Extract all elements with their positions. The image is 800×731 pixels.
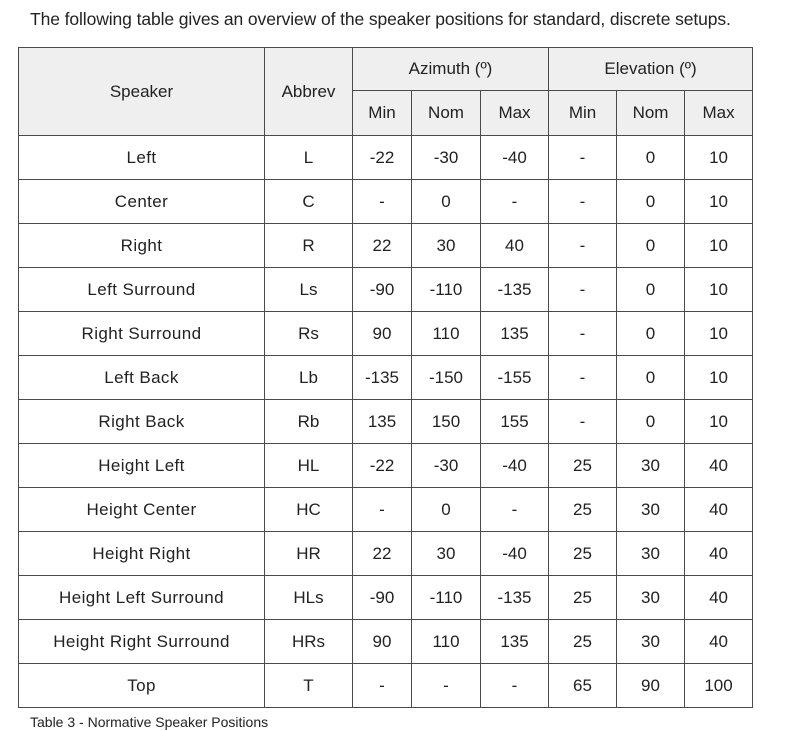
cell-elevation-max: 10	[685, 400, 753, 444]
cell-abbrev: HRs	[265, 620, 353, 664]
cell-elevation-nom: 0	[617, 136, 685, 180]
cell-abbrev: Lb	[265, 356, 353, 400]
table-row	[19, 400, 753, 444]
cell-abbrev: L	[265, 136, 353, 180]
cell-elevation-max: 40	[685, 488, 753, 532]
cell-azimuth-max: -135	[481, 576, 549, 620]
table-row	[19, 664, 753, 708]
cell-elevation-nom: 90	[617, 664, 685, 708]
cell-azimuth-max: -135	[481, 268, 549, 312]
table-row	[19, 136, 753, 180]
cell-elevation-nom: 0	[617, 312, 685, 356]
table-row	[19, 532, 753, 576]
cell-azimuth-max: -	[481, 664, 549, 708]
cell-elevation-max: 10	[685, 268, 753, 312]
header-elevation-nom: Nom	[617, 91, 685, 136]
cell-elevation-min: -	[549, 356, 617, 400]
cell-elevation-min: 65	[549, 664, 617, 708]
cell-elevation-nom: 30	[617, 532, 685, 576]
header-speaker: Speaker	[19, 48, 265, 136]
cell-elevation-nom: 0	[617, 180, 685, 224]
cell-speaker: Left Surround	[19, 268, 265, 312]
cell-elevation-nom: 30	[617, 488, 685, 532]
cell-speaker: Center	[19, 180, 265, 224]
cell-elevation-max: 10	[685, 356, 753, 400]
cell-azimuth-nom: 0	[412, 180, 481, 224]
table-row	[19, 312, 753, 356]
cell-speaker: Left Back	[19, 356, 265, 400]
cell-elevation-min: -	[549, 180, 617, 224]
table-row	[19, 268, 753, 312]
header-elevation-max: Max	[685, 91, 753, 136]
cell-elevation-min: -	[549, 400, 617, 444]
cell-azimuth-max: -40	[481, 444, 549, 488]
cell-azimuth-nom: 0	[412, 488, 481, 532]
cell-azimuth-nom: 110	[412, 620, 481, 664]
cell-azimuth-max: -	[481, 488, 549, 532]
table-row	[19, 620, 753, 664]
cell-elevation-min: -	[549, 312, 617, 356]
cell-abbrev: Rs	[265, 312, 353, 356]
cell-azimuth-min: 90	[353, 312, 412, 356]
cell-elevation-nom: 0	[617, 356, 685, 400]
cell-abbrev: T	[265, 664, 353, 708]
header-azimuth-min: Min	[353, 91, 412, 136]
cell-elevation-nom: 0	[617, 224, 685, 268]
cell-azimuth-nom: -110	[412, 576, 481, 620]
cell-abbrev: HL	[265, 444, 353, 488]
cell-elevation-nom: 30	[617, 444, 685, 488]
cell-elevation-min: 25	[549, 444, 617, 488]
intro-text: The following table gives an overview of the speaker positions for standard, discrete setups.	[30, 9, 731, 29]
cell-azimuth-min: -	[353, 488, 412, 532]
cell-abbrev: Rb	[265, 400, 353, 444]
cell-azimuth-min: -135	[353, 356, 412, 400]
table-caption: Table 3 - Normative Speaker Positions	[30, 714, 269, 730]
cell-azimuth-max: -40	[481, 136, 549, 180]
cell-speaker: Left	[19, 136, 265, 180]
table-row	[19, 444, 753, 488]
cell-azimuth-min: 135	[353, 400, 412, 444]
table-row	[19, 224, 753, 268]
cell-azimuth-min: -22	[353, 444, 412, 488]
cell-speaker: Right Surround	[19, 312, 265, 356]
cell-azimuth-min: 22	[353, 224, 412, 268]
cell-azimuth-nom: -30	[412, 136, 481, 180]
cell-azimuth-nom: 30	[412, 532, 481, 576]
cell-elevation-max: 100	[685, 664, 753, 708]
cell-azimuth-min: 90	[353, 620, 412, 664]
cell-azimuth-min: -90	[353, 576, 412, 620]
cell-speaker: Height Right Surround	[19, 620, 265, 664]
cell-elevation-min: 25	[549, 488, 617, 532]
cell-elevation-nom: 0	[617, 268, 685, 312]
table-row	[19, 576, 753, 620]
header-row-top	[19, 48, 753, 91]
cell-abbrev: C	[265, 180, 353, 224]
cell-elevation-max: 10	[685, 136, 753, 180]
cell-elevation-max: 40	[685, 620, 753, 664]
cell-azimuth-max: -40	[481, 532, 549, 576]
cell-azimuth-nom: 30	[412, 224, 481, 268]
cell-abbrev: Ls	[265, 268, 353, 312]
cell-elevation-max: 40	[685, 444, 753, 488]
cell-elevation-min: 25	[549, 576, 617, 620]
cell-azimuth-max: 40	[481, 224, 549, 268]
cell-elevation-nom: 30	[617, 620, 685, 664]
header-azimuth-max: Max	[481, 91, 549, 136]
header-azimuth-nom: Nom	[412, 91, 481, 136]
cell-elevation-min: 25	[549, 620, 617, 664]
cell-elevation-min: 25	[549, 532, 617, 576]
cell-speaker: Height Left Surround	[19, 576, 265, 620]
cell-azimuth-max: -155	[481, 356, 549, 400]
table-row	[19, 180, 753, 224]
cell-azimuth-max: 135	[481, 620, 549, 664]
cell-abbrev: HLs	[265, 576, 353, 620]
cell-elevation-nom: 30	[617, 576, 685, 620]
cell-azimuth-min: -	[353, 180, 412, 224]
header-elevation-min: Min	[549, 91, 617, 136]
cell-elevation-min: -	[549, 224, 617, 268]
cell-azimuth-nom: -150	[412, 356, 481, 400]
cell-speaker: Height Right	[19, 532, 265, 576]
cell-azimuth-nom: 150	[412, 400, 481, 444]
cell-azimuth-max: 155	[481, 400, 549, 444]
cell-azimuth-min: 22	[353, 532, 412, 576]
cell-azimuth-nom: -30	[412, 444, 481, 488]
cell-azimuth-nom: -110	[412, 268, 481, 312]
cell-azimuth-min: -22	[353, 136, 412, 180]
cell-abbrev: HR	[265, 532, 353, 576]
cell-azimuth-min: -	[353, 664, 412, 708]
cell-speaker: Top	[19, 664, 265, 708]
cell-azimuth-min: -90	[353, 268, 412, 312]
cell-speaker: Height Left	[19, 444, 265, 488]
cell-elevation-max: 10	[685, 180, 753, 224]
table-body	[19, 136, 753, 708]
cell-elevation-nom: 0	[617, 400, 685, 444]
cell-elevation-min: -	[549, 268, 617, 312]
cell-abbrev: HC	[265, 488, 353, 532]
cell-azimuth-max: -	[481, 180, 549, 224]
header-elevation: Elevation (º)	[549, 48, 753, 91]
cell-azimuth-nom: -	[412, 664, 481, 708]
cell-elevation-max: 10	[685, 224, 753, 268]
header-azimuth: Azimuth (º)	[353, 48, 549, 91]
cell-azimuth-max: 135	[481, 312, 549, 356]
table-row	[19, 488, 753, 532]
cell-azimuth-nom: 110	[412, 312, 481, 356]
cell-speaker: Right Back	[19, 400, 265, 444]
cell-elevation-max: 40	[685, 532, 753, 576]
cell-speaker: Right	[19, 224, 265, 268]
header-abbrev: Abbrev	[265, 48, 353, 136]
cell-speaker: Height Center	[19, 488, 265, 532]
table-header	[19, 48, 753, 136]
table-row	[19, 356, 753, 400]
cell-abbrev: R	[265, 224, 353, 268]
cell-elevation-max: 40	[685, 576, 753, 620]
cell-elevation-min: -	[549, 136, 617, 180]
cell-elevation-max: 10	[685, 312, 753, 356]
speaker-positions-table	[18, 47, 753, 708]
